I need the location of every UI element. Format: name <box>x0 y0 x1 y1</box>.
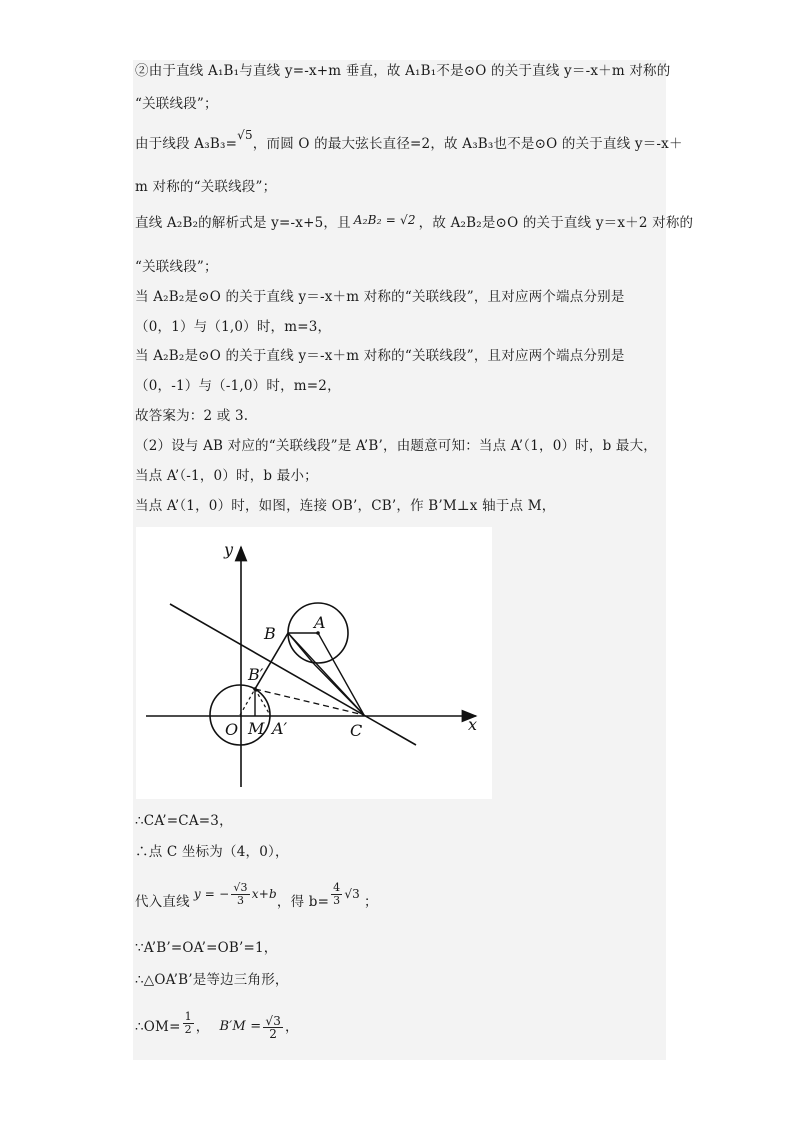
text-line: ②由于直线 A₁B₁与直线 y=-x+m 垂直，故 A₁B₁不是⊙O 的关于直线 y＝-x＋m 对称的 <box>135 63 671 79</box>
sqrt5-expression: √5 <box>237 128 253 142</box>
text-line: 当 A₂B₂是⊙O 的关于直线 y＝-x＋m 对称的“关联线段”，且对应两个端点分别是 <box>135 348 625 364</box>
denominator: 2 <box>269 1026 278 1041</box>
text-line: 故答案为：2 或 3. <box>135 408 249 424</box>
label-b: B <box>264 624 276 643</box>
fraction-1-over-2 <box>183 1011 194 1036</box>
text-line: 当点 A’（-1，0）时，b 最小； <box>135 468 318 484</box>
text-line: “关联线段”； <box>135 96 218 112</box>
text-line: ∴△OA’B’是等边三角形， <box>135 972 289 988</box>
numerator: 4 <box>333 880 341 894</box>
denominator: 3 <box>236 893 245 907</box>
text-fragment: 代入直线 <box>135 894 190 910</box>
label-o: O <box>225 720 239 739</box>
text-fragment: 由于线段 A₃B₃= <box>135 136 238 152</box>
text-fragment: ，故 A₂B₂是⊙O 的关于直线 y＝x＋2 对称的 <box>418 215 694 231</box>
sqrt3: √3 <box>344 887 361 901</box>
text-line <box>135 214 693 232</box>
text-fragment: ； <box>364 894 378 910</box>
numerator: 1 <box>184 1009 192 1023</box>
label-y: y <box>224 540 234 559</box>
denominator: 2 <box>184 1022 192 1036</box>
text-fragment: ，而圆 O 的最大弦长直径=2，故 A₃B₃也不是⊙O 的关于直线 y＝-x＋ <box>252 136 683 152</box>
text-line: 当点 A’（1，0）时，如图，连接 OB’，CB’，作 B’M⊥x 轴于点 M， <box>135 498 556 514</box>
text-line: ∴CA’=CA=3， <box>135 813 233 829</box>
text-line: （0，-1）与（-1,0）时，m=2， <box>135 378 341 394</box>
point-bp <box>253 687 257 691</box>
text-fragment: ∴OM= <box>135 1019 181 1035</box>
text-fragment: ，得 b= <box>276 894 330 910</box>
label-x: x <box>468 715 478 734</box>
fraction-sqrt3-over-3 <box>231 882 249 907</box>
line-eq-prefix: y = − <box>193 887 230 901</box>
text-line <box>135 128 683 153</box>
numerator: √3 <box>233 880 248 894</box>
text-line: （2）设与 AB 对应的“关联线段”是 A’B’，由题意可知：当点 A’（1，0）时，b 最大， <box>135 438 658 454</box>
dashed-o-bp <box>240 689 255 715</box>
text-line: ∵A’B’=OA’=OB’=1， <box>135 940 278 956</box>
text-line <box>135 1009 299 1042</box>
label-c: C <box>350 721 363 740</box>
text-fragment: ， <box>285 1019 299 1035</box>
label-bp: B′ <box>248 665 264 684</box>
label-a: A <box>314 613 326 632</box>
text-line: 当 A₂B₂是⊙O 的关于直线 y＝-x＋m 对称的“关联线段”，且对应两个端点分别是 <box>135 289 625 305</box>
label-m: M <box>248 719 265 738</box>
text-line: （0，1）与（1,0）时，m=3， <box>135 319 332 335</box>
text-line <box>135 880 378 915</box>
fraction-4-over-3 <box>331 882 342 907</box>
text-fragment: 直线 A₂B₂的解析式是 y=-x+5，且 <box>135 215 351 231</box>
bm-prefix: B′M = <box>219 1019 262 1034</box>
geometry-figure <box>136 527 492 799</box>
figure-svg <box>136 527 492 799</box>
comma: ， <box>195 1019 210 1035</box>
denominator: 3 <box>333 893 341 907</box>
label-ap: A′ <box>272 719 288 738</box>
line-through-c <box>170 604 416 745</box>
numerator: √3 <box>265 1013 282 1028</box>
text-line: ∴点 C 坐标为（4，0）， <box>135 844 289 860</box>
text-line: m 对称的“关联线段”； <box>135 179 277 195</box>
a2b2-equation: A₂B₂ = √2 <box>353 213 416 227</box>
fraction-sqrt3-over-2 <box>263 1015 283 1040</box>
line-eq-suffix: x+b <box>251 887 277 901</box>
dashed-bp-c <box>255 689 364 715</box>
text-line: “关联线段”； <box>135 259 218 275</box>
